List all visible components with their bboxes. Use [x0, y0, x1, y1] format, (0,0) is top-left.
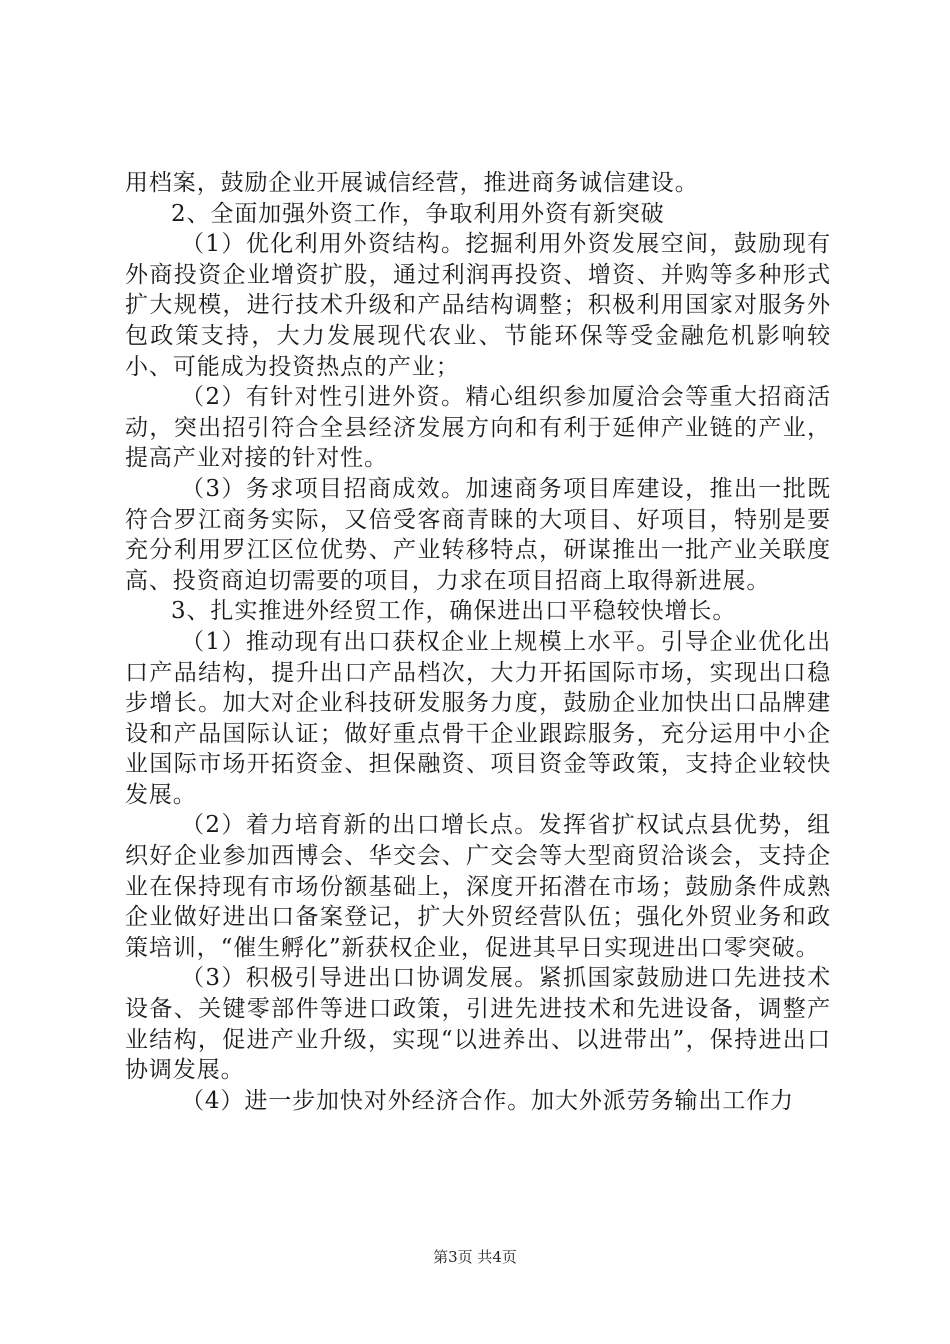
list-item-3-1: （1）推动现有出口获权企业上规模上水平。引导企业优化出口产品结构，提升出口产品档次，大力开拓国际市场，实现出口稳步增长。加大对企业科技研发服务力度，鼓励企业加快出口品牌建设和产品国际认证；做好重点骨干企业跟踪服务，充分运用中小企业国际市场开拓资金、担保融资、项目资金等政策，支持企业较快发展。 — [125, 628, 831, 808]
paragraph-continuation: 用档案，鼓励企业开展诚信经营，推进商务诚信建设。 — [125, 170, 699, 196]
page-footer — [0, 1246, 950, 1267]
section-heading-3: 3、扎实推进外经贸工作，确保进出口平稳较快增长。 — [171, 598, 737, 625]
document-body — [125, 168, 831, 1116]
list-item-2-3: （3）务求项目招商成效。加速商务项目库建设，推出一批既符合罗江商务实际，又倍受客商青睐的大项目、好项目，特别是要充分利用罗江区位优势、产业转移特点，研谋推出一批产业关联度高、投资商迫切需要的项目，力求在项目招商上取得新进展。 — [125, 475, 831, 594]
section-heading-2: 2、全面加强外资工作，争取利用外资有新突破 — [171, 200, 665, 227]
list-item-3-3: （3）积极引导进出口协调发展。紧抓国家鼓励进口先进技术设备、关键零部件等进口政策，引进先进技术和先进设备，调整产业结构，促进产业升级，实现“以进养出、以进带出”，保持进出口协调发展。 — [125, 965, 831, 1084]
page-number: 第3页 共4页 — [433, 1248, 517, 1266]
list-item-3-2: （2）着力培育新的出口增长点。发挥省扩权试点县优势，组织好企业参加西博会、华交会、广交会等大型商贸洽谈会，支持企业在保持现有市场份额基础上，深度开拓潜在市场；鼓励条件成熟企业做好进出口备案登记，扩大外贸经营队伍；强化外贸业务和政策培训，“催生孵化”新获权企业，促进其早日实现进出口零突破。 — [125, 812, 831, 961]
list-item-3-4: （4）进一步加快对外经济合作。加大外派劳务输出工作力 — [181, 1087, 795, 1114]
list-item-2-2: （2）有针对性引进外资。精心组织参加厦洽会等重大招商活动，突出招引符合全县经济发展方向和有利于延伸产业链的产业，提高产业对接的针对性。 — [125, 384, 831, 472]
list-item-2-1: （1）优化利用外资结构。挖掘利用外资发展空间，鼓励现有外商投资企业增资扩股，通过利润再投资、增资、并购等多种形式扩大规模，进行技术升级和产品结构调整；积极利用国家对服务外包政策支持，大力发展现代农业、节能环保等受金融危机影响较小、可能成为投资热点的产业； — [125, 231, 831, 380]
